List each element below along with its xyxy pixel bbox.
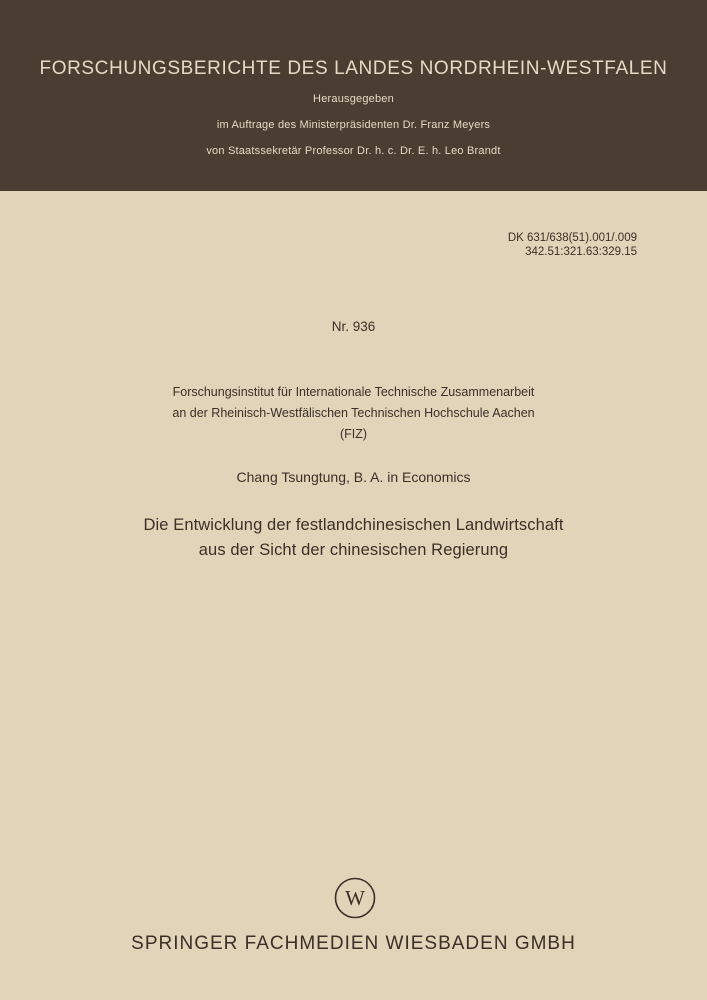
title-line-2: aus der Sicht der chinesischen Regierung — [198, 541, 509, 559]
editor-line: Herausgegeben — [313, 93, 394, 105]
publisher-name: SPRINGER FACHMEDIEN WIESBADEN GMBH — [131, 933, 576, 954]
series-title: FORSCHUNGSBERICHTE DES LANDES NORDRHEIN-WESTFALEN — [39, 58, 668, 79]
classification-line-1: DK 631/638(51).001/.009 — [507, 232, 637, 244]
secretary-line: von Staatssekretär Professor Dr. h. c. Dr. E. h. Leo Brandt — [206, 145, 501, 157]
publisher-logo-icon — [333, 876, 377, 920]
logo-letter: W — [345, 886, 365, 910]
header-band — [0, 0, 707, 191]
institute-abbreviation: (FIZ) — [339, 427, 368, 441]
author: Chang Tsungtung, B. A. in Economics — [236, 469, 471, 485]
institute-line-1: Forschungsinstitut für Internationale Technische Zusammenarbeit — [172, 385, 535, 399]
title-line-1: Die Entwicklung der festlandchinesischen Landwirtschaft — [143, 516, 564, 534]
classification-line-2: 342.51:321.63:329.15 — [525, 246, 637, 258]
report-number: Nr. 936 — [331, 319, 376, 334]
commission-line: im Auftrage des Ministerpräsidenten Dr. Franz Meyers — [216, 119, 491, 131]
institute-line-2: an der Rheinisch-Westfälischen Technischen Hochschule Aachen — [172, 406, 535, 420]
